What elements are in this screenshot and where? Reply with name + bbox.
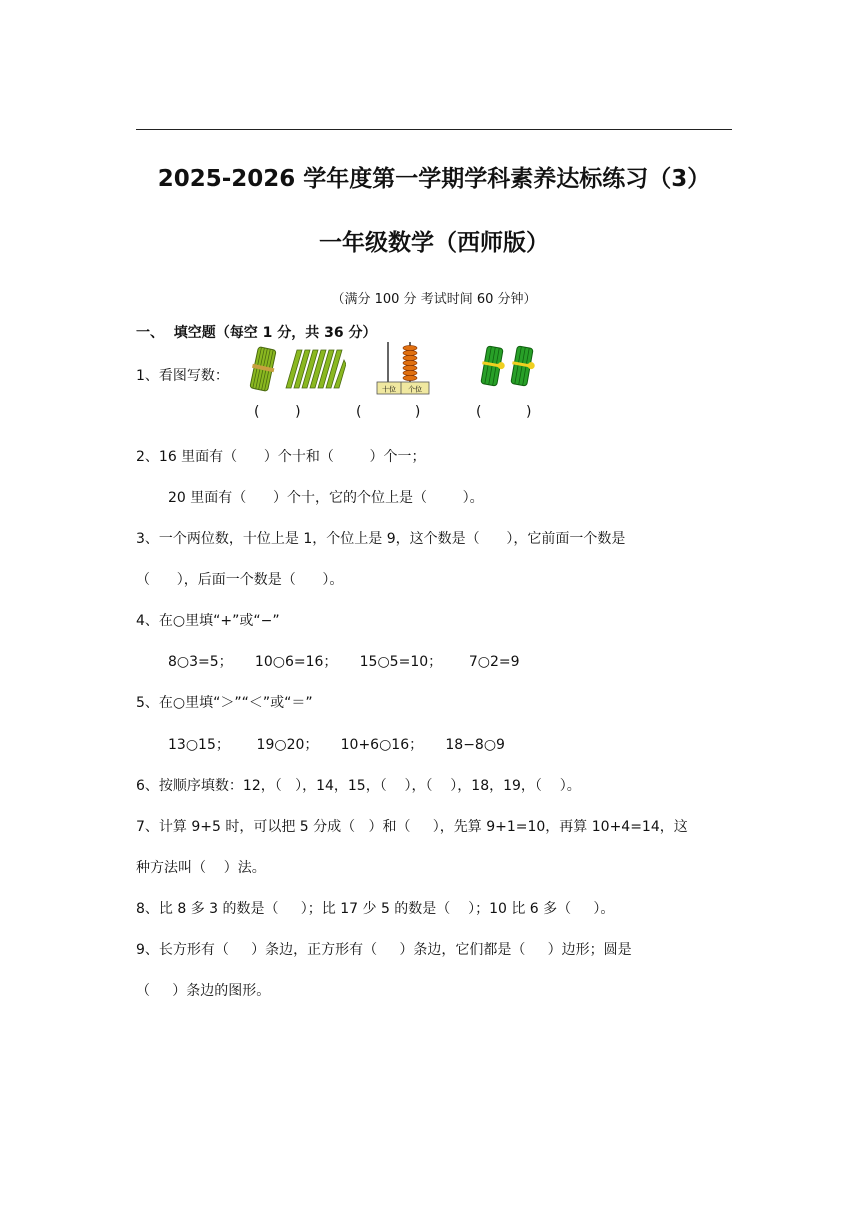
q4-line-2: 8○3=5； 10○6=16； 15○5=10； 7○2=9 bbox=[168, 654, 520, 670]
q3-line-1: 3、一个两位数，十位上是 1，个位上是 9，这个数是（ ），它前面一个数是 bbox=[136, 531, 626, 547]
q7-line-2: 种方法叫（ ）法。 bbox=[136, 860, 266, 876]
q1-blank-1[interactable]: ( ) bbox=[254, 404, 301, 420]
abacus-ones-label: 个位 bbox=[408, 385, 422, 394]
sticks-picture bbox=[246, 346, 346, 392]
section-heading: 一、 填空题（每空 1 分，共 36 分） bbox=[136, 325, 377, 341]
q1-blank-2[interactable]: ( ) bbox=[356, 404, 421, 420]
q3-line-2: （ ），后面一个数是（ ）。 bbox=[136, 572, 344, 588]
q2-line-1: 2、16 里面有（ ）个十和（ ）个一； bbox=[136, 449, 426, 465]
bundles-picture bbox=[478, 344, 542, 388]
q1-label: 1、看图写数： bbox=[136, 368, 229, 384]
q2-line-2: 20 里面有（ ）个十，它的个位上是（ ）。 bbox=[168, 490, 484, 506]
exam-info: （满分 100 分 考试时间 60 分钟） bbox=[331, 292, 537, 307]
q9-line-1: 9、长方形有（ ）条边，正方形有（ ）条边，它们都是（ ）边形；圆是 bbox=[136, 942, 632, 958]
q6-line-1: 6、按顺序填数：12，（ ），14，15，（ ），（ ），18，19，（ ）。 bbox=[136, 778, 581, 794]
abacus-tens-label: 十位 bbox=[382, 385, 396, 394]
q4-line-1: 4、在○里填“+”或“−” bbox=[136, 613, 280, 629]
q9-line-2: （ ）条边的图形。 bbox=[136, 983, 271, 999]
q7-line-1: 7、计算 9+5 时，可以把 5 分成（ ）和（ ），先算 9+1=10，再算 10+4=14，这 bbox=[136, 819, 688, 835]
q5-line-1: 5、在○里填“＞”“＜”或“＝” bbox=[136, 695, 313, 711]
q1-blank-3[interactable]: ( ) bbox=[476, 404, 532, 420]
page-subtitle: 一年级数学（西师版） bbox=[319, 230, 549, 256]
q5-line-2: 13○15； 19○20； 10+6○16； 18−8○9 bbox=[168, 737, 505, 753]
abacus-picture bbox=[376, 338, 430, 396]
top-rule bbox=[136, 129, 732, 130]
page-title: 2025-2026 学年度第一学期学科素养达标练习（3） bbox=[157, 166, 711, 192]
q8-line-1: 8、比 8 多 3 的数是（ ）；比 17 少 5 的数是（ ）；10 比 6 多（ ）。 bbox=[136, 901, 615, 917]
